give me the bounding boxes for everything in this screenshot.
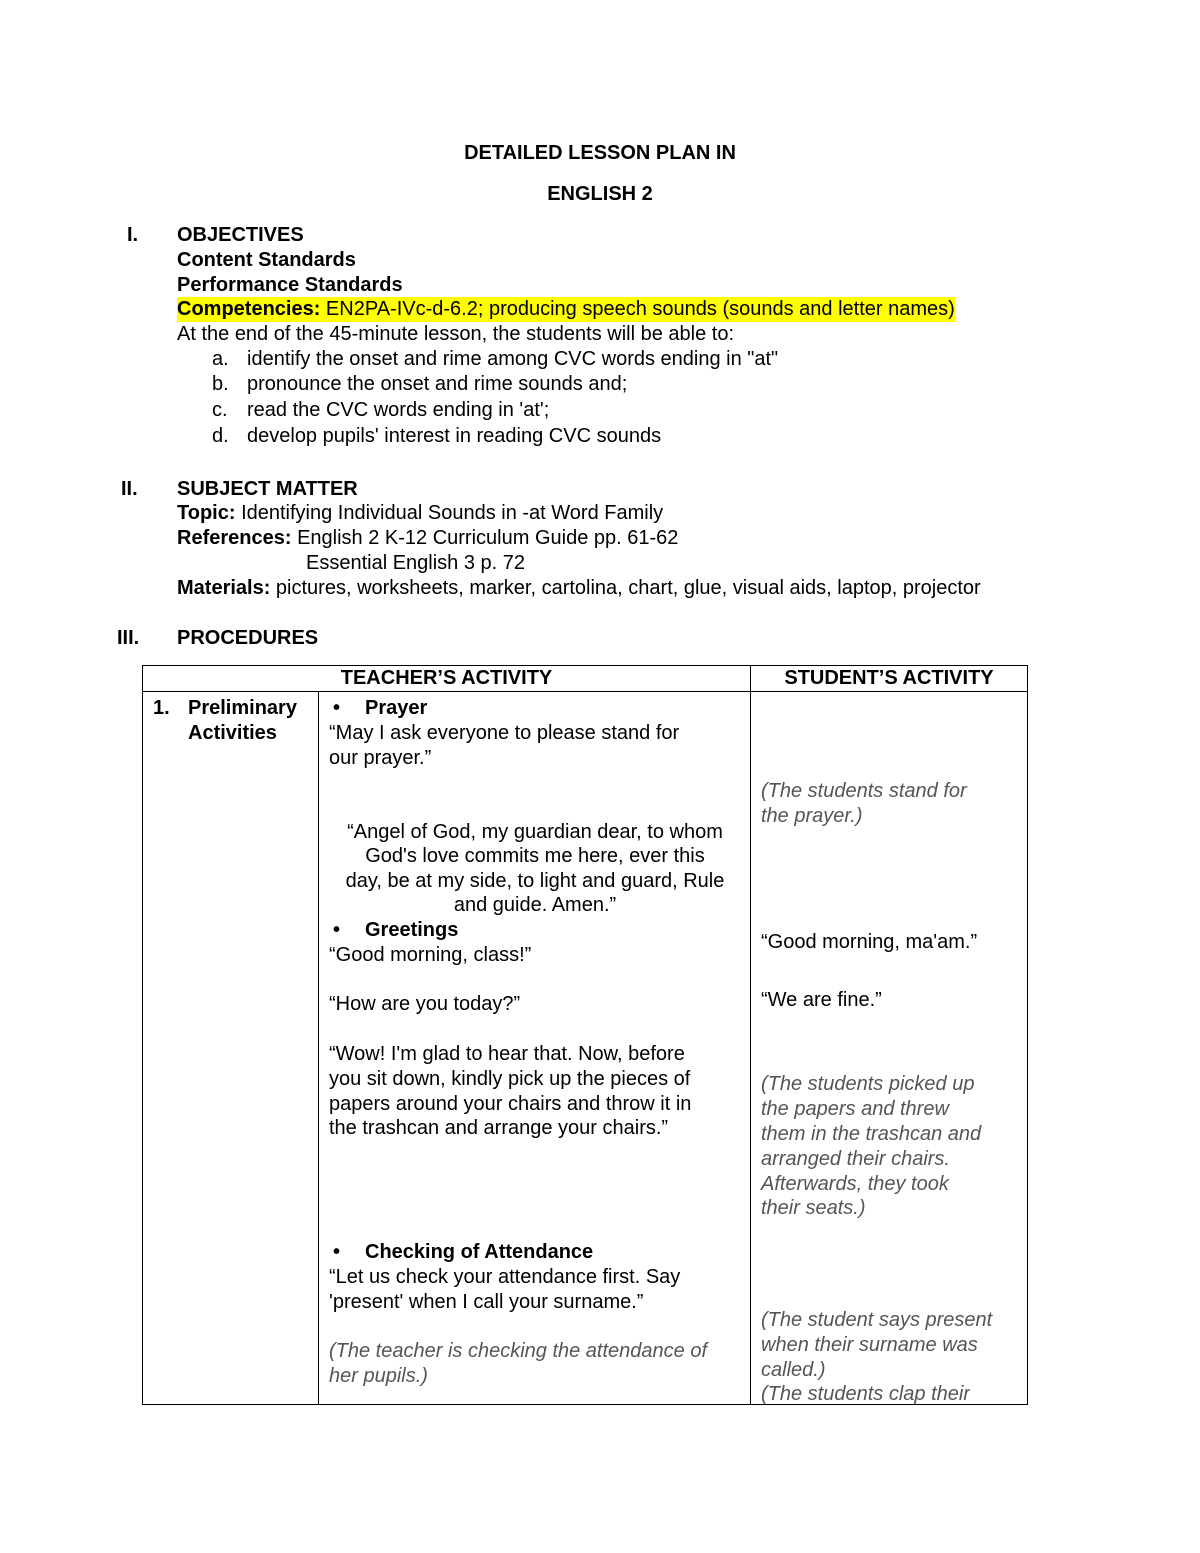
objective-text: identify the onset and rime among CVC words ending in "at" (247, 348, 779, 370)
bullet-icon: • (333, 919, 341, 941)
bullet-icon: • (333, 1241, 341, 1263)
topic-value: Identifying Individual Sounds in -at Word Family (235, 502, 664, 524)
objective-item (212, 424, 661, 449)
teacher-line: “Let us check your attendance first. Say (329, 1266, 681, 1288)
section-label-1: Preliminary (188, 697, 297, 719)
student-note: Afterwards, they took (761, 1173, 949, 1195)
prayer-text: “Angel of God, my guardian dear, to whom (347, 821, 723, 843)
subject-matter-heading: SUBJECT MATTER (177, 478, 358, 500)
teacher-activity-header: TEACHER’S ACTIVITY (143, 666, 751, 692)
attendance-heading-row (329, 1240, 593, 1265)
objective-item (212, 347, 778, 372)
student-activity-cell (751, 692, 1028, 1405)
bullet-icon: • (333, 697, 341, 719)
student-note: their seats.) (761, 1197, 866, 1219)
teacher-line: “May I ask everyone to please stand for (329, 722, 680, 744)
objective-item (212, 372, 627, 397)
objective-marker: b. (212, 373, 229, 395)
prayer-heading-row (329, 696, 427, 721)
student-line: “Good morning, ma'am.” (761, 931, 978, 953)
teacher-line: “How are you today?” (329, 993, 521, 1015)
greetings-heading-row (329, 918, 458, 943)
objective-text: develop pupils' interest in reading CVC sounds (247, 425, 662, 447)
teacher-line: the trashcan and arrange your chairs.” (329, 1117, 669, 1139)
objective-text: pronounce the onset and rime sounds and; (247, 373, 628, 395)
objective-marker: d. (212, 425, 229, 447)
performance-standards-label: Performance Standards (177, 274, 403, 296)
prayer-text: and guide. Amen.” (453, 894, 617, 916)
section-numeral-subject: II. (121, 478, 138, 500)
table-header-row (143, 666, 1028, 692)
teacher-line: “Good morning, class!” (329, 944, 532, 966)
objective-marker: c. (212, 399, 228, 421)
references-line (177, 526, 678, 551)
page-title-line2: ENGLISH 2 (547, 183, 653, 205)
procedures-heading: PROCEDURES (177, 627, 319, 649)
student-note: (The student says present (761, 1309, 993, 1331)
student-note: the papers and threw (761, 1098, 949, 1120)
teacher-note: (The teacher is checking the attendance of (329, 1340, 708, 1362)
competencies-label: Competencies: (177, 298, 321, 320)
objectives-heading: OBJECTIVES (177, 224, 304, 246)
prayer-heading: Prayer (365, 697, 428, 719)
section-cell (143, 692, 319, 1405)
student-note: arranged their chairs. (761, 1148, 950, 1170)
section-number: 1. (153, 697, 170, 719)
objective-text: read the CVC words ending in 'at'; (247, 399, 550, 421)
student-note: (The students clap their (761, 1383, 970, 1404)
teacher-line: you sit down, kindly pick up the pieces of (329, 1068, 691, 1090)
student-note: called.) (761, 1359, 826, 1381)
references-label: References: (177, 527, 292, 549)
student-note: the prayer.) (761, 805, 863, 827)
objective-marker: a. (212, 348, 229, 370)
competencies-value: EN2PA-IVc-d-6.2; producing speech sounds (sounds and letter names) (320, 298, 955, 320)
section-numeral-objectives: I. (127, 224, 139, 246)
topic-line (177, 501, 663, 526)
materials-label: Materials: (177, 577, 271, 599)
greetings-heading: Greetings (365, 919, 459, 941)
teacher-line: “Wow! I'm glad to hear that. Now, before (329, 1043, 685, 1065)
references-value-2: Essential English 3 p. 72 (306, 552, 526, 574)
student-note: them in the trashcan and (761, 1123, 982, 1145)
attendance-heading: Checking of Attendance (365, 1241, 594, 1263)
procedures-table (142, 665, 1028, 1405)
content-standards-label: Content Standards (177, 249, 356, 271)
teacher-line: papers around your chairs and throw it in (329, 1093, 692, 1115)
teacher-line: 'present' when I call your surname.” (329, 1291, 644, 1313)
objective-item (212, 398, 549, 423)
student-note: (The students stand for (761, 780, 967, 802)
references-value: English 2 K-12 Curriculum Guide pp. 61-62 (291, 527, 679, 549)
competencies-line (177, 297, 955, 322)
teacher-note: her pupils.) (329, 1365, 428, 1387)
section-label-2: Activities (188, 722, 277, 744)
student-note: when their surname was (761, 1334, 978, 1356)
objectives-intro: At the end of the 45-minute lesson, the students will be able to: (177, 323, 735, 345)
page-title-line1: DETAILED LESSON PLAN IN (464, 142, 736, 164)
student-activity-header: STUDENT’S ACTIVITY (751, 666, 1028, 692)
student-note: (The students picked up (761, 1073, 975, 1095)
topic-label: Topic: (177, 502, 236, 524)
materials-line (177, 576, 981, 601)
prayer-text: God's love commits me here, ever this (365, 845, 705, 867)
materials-value: pictures, worksheets, marker, cartolina, chart, glue, visual aids, laptop, projector (270, 577, 981, 599)
teacher-line: our prayer.” (329, 747, 432, 769)
student-line: “We are fine.” (761, 989, 882, 1011)
table-row (143, 692, 1028, 1405)
teacher-activity-cell (319, 692, 751, 1405)
prayer-text: day, be at my side, to light and guard, Rule (345, 870, 725, 892)
section-numeral-procedures: III. (117, 627, 140, 649)
